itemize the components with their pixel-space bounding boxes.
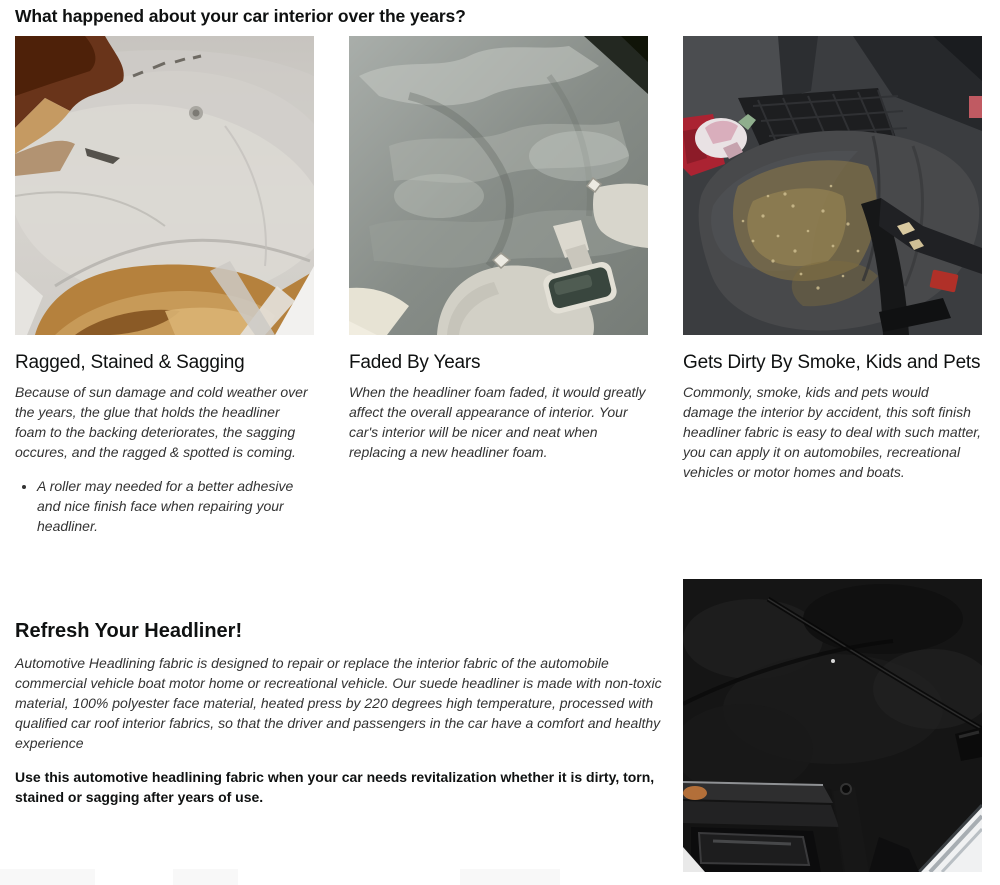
refresh-headliner-row <box>15 579 982 872</box>
bullet-item: • A roller may needed for a better adhesive and nice finish face when repairing your headliner. <box>37 476 314 536</box>
column-heading: Faded By Years <box>349 352 481 373</box>
dirty-seat-photo <box>683 36 982 335</box>
black-suede-headliner-photo <box>683 579 982 872</box>
torn-headliner-photo <box>15 36 314 335</box>
below-fold-element <box>0 869 95 885</box>
refresh-headliner-text <box>15 579 670 872</box>
column-body: Because of sun damage and cold weather over the years, the glue that holds the headliner foam to the backing deteriorates, the sagging occures, and the ragged & spotted is coming. <box>15 384 308 460</box>
faded-headliner-photo <box>349 36 648 335</box>
three-column-row <box>15 36 982 536</box>
section-emphasis: Use this automotive headlining fabric when your car needs revitalization whether it is dirty, torn, stained or sagging after years of use. <box>15 769 655 805</box>
column-body: When the headliner foam faded, it would greatly affect the overall appearance of interior. Your car's interior will be nicer and neat when replacing a new headliner foam. <box>349 384 646 460</box>
column-ragged-stained-sagging <box>15 36 314 536</box>
below-fold-strip <box>0 869 1000 885</box>
column-body: Commonly, smoke, kids and pets would damage the interior by accident, this soft finish headliner fabric is easy to deal with such matter, you can apply it on automobiles, recreational vehicles or motor homes and boats. <box>683 384 982 480</box>
column-heading: Ragged, Stained & Sagging <box>15 352 245 373</box>
column-bullet-list <box>15 476 314 536</box>
section-heading: Refresh Your Headliner! <box>15 620 243 642</box>
column-faded-by-years <box>349 36 648 536</box>
section-body: Automotive Headlining fabric is designed to repair or replace the interior fabric of the automobile commercial vehicle boat motor home or recreational vehicle. Our suede headliner is made with non-toxic material, 100% polyester face material, heated press by 220 degrees high temperature, processed with qualified car roof interior fabrics, so that the driver and passengers in the car have a comfort and healthy experience <box>15 655 662 751</box>
column-heading: Gets Dirty By Smoke, Kids and Pets <box>683 352 981 373</box>
below-fold-element <box>173 869 238 885</box>
below-fold-element <box>460 869 560 885</box>
page-title: What happened about your car interior over the years? <box>15 6 466 26</box>
column-gets-dirty <box>683 36 982 536</box>
